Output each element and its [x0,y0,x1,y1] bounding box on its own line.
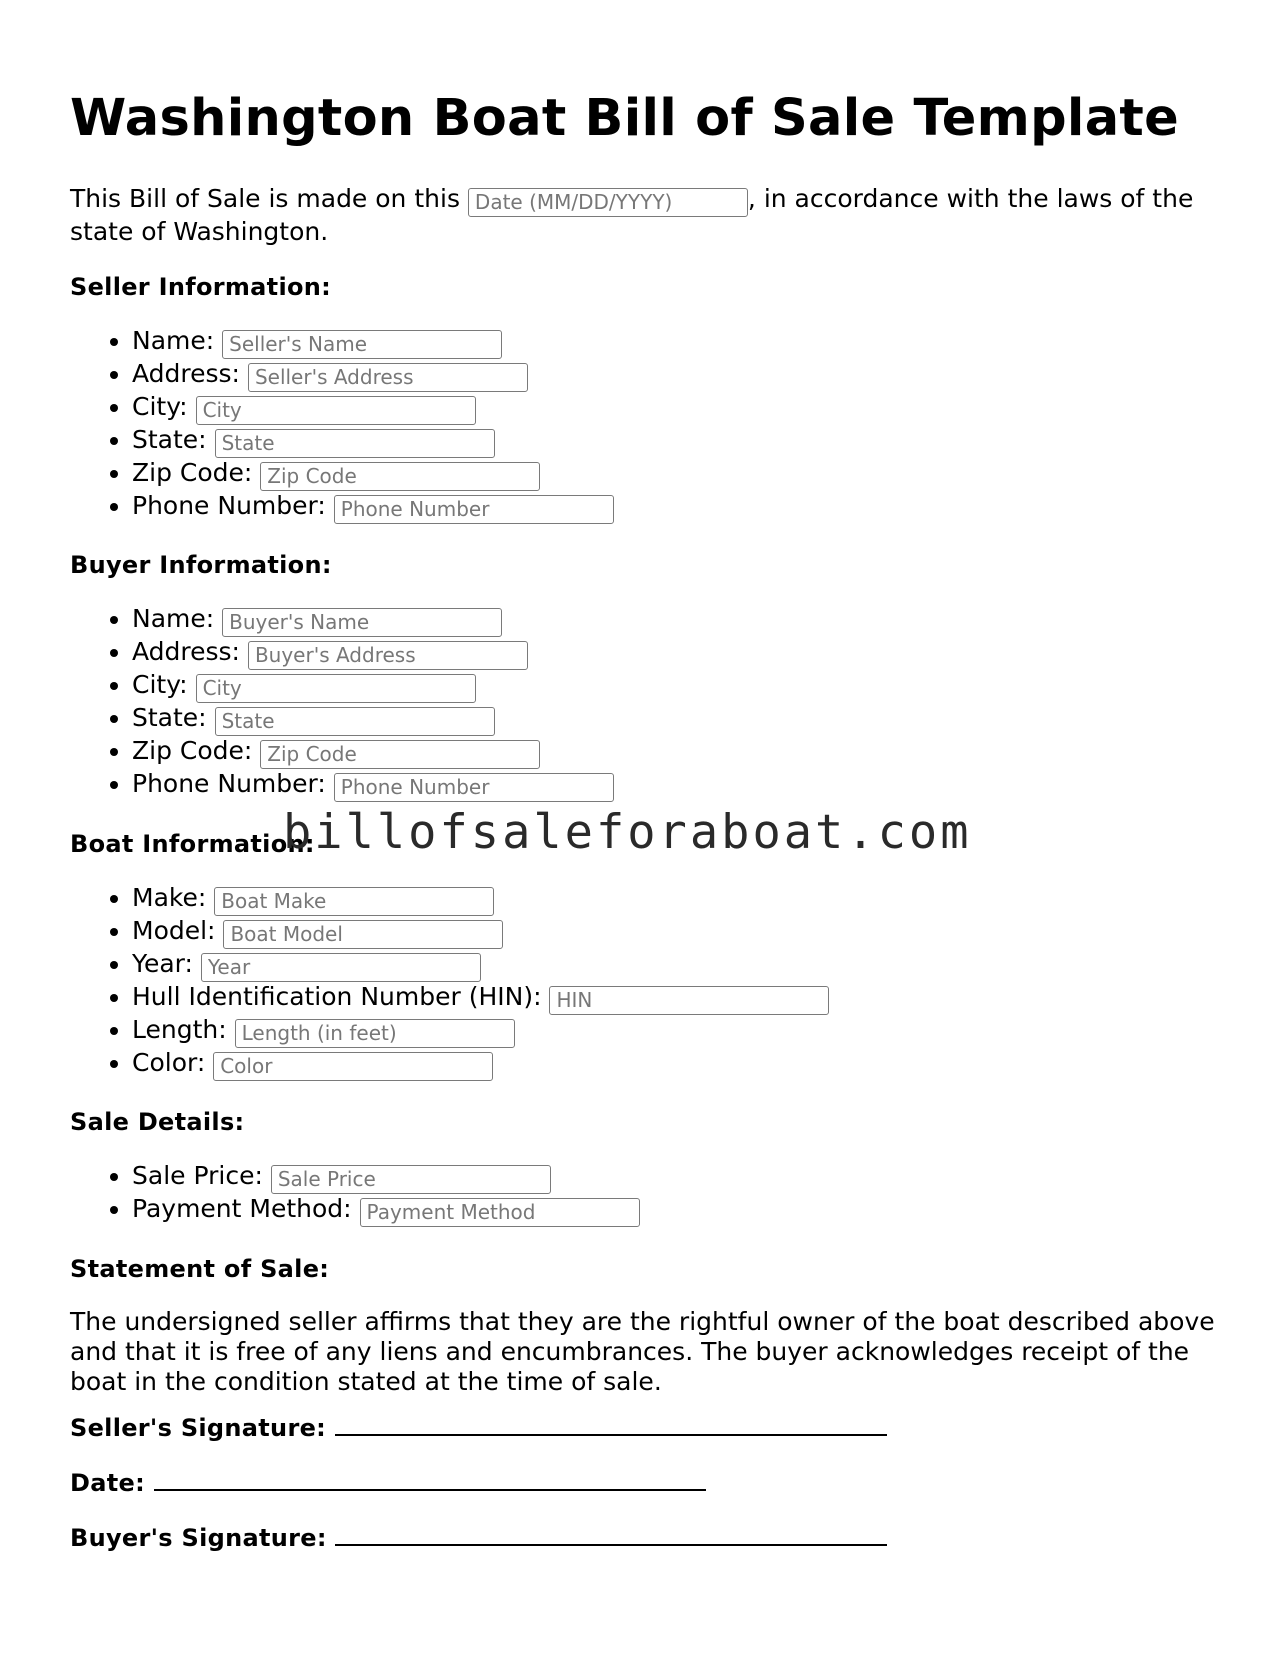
boat-model-input[interactable] [223,920,503,949]
buyer-signature-label: Buyer's Signature: [70,1524,327,1552]
seller-zip-input[interactable] [260,462,540,491]
boat-model-label: Model: [132,916,216,945]
boat-list [70,881,1220,1079]
buyer-name-input[interactable] [222,608,502,637]
sale-section [70,1107,1220,1225]
buyer-state-label: State: [132,703,207,732]
intro-paragraph [70,182,1220,248]
intro-text-before: This Bill of Sale is made on this [70,184,468,213]
sale-price-label: Sale Price: [132,1161,263,1190]
seller-city-input[interactable] [196,396,476,425]
seller-phone-input[interactable] [334,495,614,524]
payment-method-item [132,1192,1220,1225]
buyer-city-item [132,668,1220,701]
buyer-zip-input[interactable] [260,740,540,769]
boat-color-label: Color: [132,1048,206,1077]
intro-text-after: , in accordance with the laws of the state of Washington. [70,184,1194,246]
boat-year-label: Year: [132,949,193,978]
buyer-phone-label: Phone Number: [132,769,326,798]
boat-model-item [132,914,1220,947]
statement-section [70,1254,1220,1397]
seller-state-input[interactable] [215,429,495,458]
seller-address-label: Address: [132,359,240,388]
seller-zip-label: Zip Code: [132,458,253,487]
statement-heading: Statement of Sale: [70,1255,330,1283]
sale-date-input[interactable] [468,188,748,217]
seller-address-item [132,357,1220,390]
buyer-city-label: City: [132,670,188,699]
page-title: Washington Boat Bill of Sale Template [70,89,1179,148]
seller-state-item [132,423,1220,456]
seller-name-item [132,324,1220,357]
seller-signature-label: Seller's Signature: [70,1414,327,1442]
seller-city-item [132,390,1220,423]
seller-list [70,324,1220,522]
seller-name-label: Name: [132,326,215,355]
boat-make-input[interactable] [214,887,494,916]
buyer-state-item [132,701,1220,734]
buyer-address-input[interactable] [248,641,528,670]
date-label: Date: [70,1469,145,1497]
seller-signature-line[interactable] [335,1414,887,1436]
boat-length-input[interactable] [235,1019,515,1048]
seller-phone-item [132,489,1220,522]
buyer-list [70,602,1220,800]
watermark-text: billofsaleforaboat.com [283,805,972,860]
boat-heading: Boat Information: [70,830,315,858]
sale-heading: Sale Details: [70,1108,245,1136]
buyer-signature-line[interactable] [335,1524,887,1546]
boat-year-item [132,947,1220,980]
sale-price-input[interactable] [271,1165,551,1194]
seller-city-label: City: [132,392,188,421]
boat-make-item [132,881,1220,914]
buyer-address-label: Address: [132,637,240,666]
boat-hin-label: Hull Identification Number (HIN): [132,982,542,1011]
boat-color-item [132,1046,1220,1079]
buyer-address-item [132,635,1220,668]
boat-length-item [132,1013,1220,1046]
seller-signature-row [70,1414,887,1442]
date-row [70,1469,706,1497]
buyer-phone-input[interactable] [334,773,614,802]
boat-year-input[interactable] [201,953,481,982]
buyer-name-label: Name: [132,604,215,633]
payment-method-label: Payment Method: [132,1194,352,1223]
buyer-city-input[interactable] [196,674,476,703]
buyer-phone-item [132,767,1220,800]
payment-method-input[interactable] [360,1198,640,1227]
seller-phone-label: Phone Number: [132,491,326,520]
seller-heading: Seller Information: [70,273,332,301]
buyer-signature-row [70,1524,887,1552]
buyer-section [70,550,1220,800]
date-line[interactable] [154,1469,706,1491]
boat-make-label: Make: [132,883,207,912]
seller-name-input[interactable] [222,330,502,359]
seller-address-input[interactable] [248,363,528,392]
boat-hin-input[interactable] [549,986,829,1015]
boat-hin-item [132,980,1220,1013]
sale-list [70,1159,1220,1225]
buyer-state-input[interactable] [215,707,495,736]
seller-state-label: State: [132,425,207,454]
buyer-name-item [132,602,1220,635]
buyer-heading: Buyer Information: [70,551,332,579]
buyer-zip-label: Zip Code: [132,736,253,765]
statement-text: The undersigned seller affirms that they are the rightful owner of the boat described above and that it is free of any liens and encumbrances. The buyer acknowledges receipt of the boat in the condition stated at the time of sale. [70,1307,1215,1396]
buyer-zip-item [132,734,1220,767]
seller-zip-item [132,456,1220,489]
boat-section [70,829,1220,1079]
boat-length-label: Length: [132,1015,227,1044]
seller-section [70,272,1220,522]
boat-color-input[interactable] [213,1052,493,1081]
sale-price-item [132,1159,1220,1192]
